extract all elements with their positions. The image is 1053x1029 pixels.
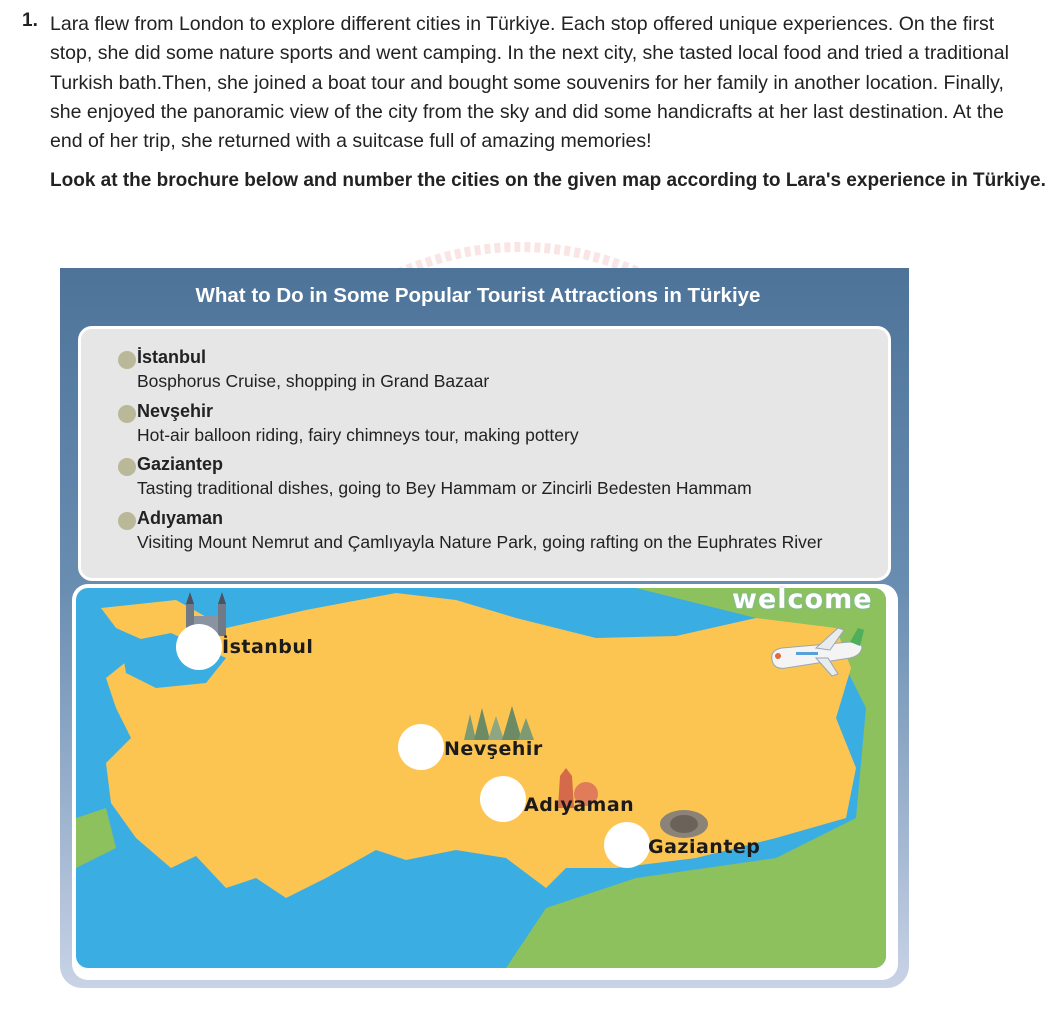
number-circle-istanbul[interactable] (176, 624, 222, 670)
number-circle-adiyaman[interactable] (480, 776, 526, 822)
city-activities: Hot-air balloon riding, fairy chimneys tour, making pottery (137, 425, 579, 445)
attractions-list (78, 326, 891, 581)
city-activities: Bosphorus Cruise, shopping in Grand Bazaar (137, 371, 490, 391)
turkiye-map (72, 584, 898, 980)
bullet-icon (118, 512, 136, 530)
city-activities: Tasting traditional dishes, going to Bey Hammam or Zincirli Bedesten Hammam (137, 478, 752, 498)
bullet-icon (118, 405, 136, 423)
fairy-chimneys-icon (462, 704, 536, 740)
city-name: İstanbul (137, 347, 207, 367)
map-label-gaziantep: Gaziantep (648, 836, 761, 858)
welcome-text: welcome (732, 584, 873, 615)
city-activities: Visiting Mount Nemrut and Çamlıyayla Nature Park, going rafting on the Euphrates River (137, 532, 823, 552)
brochure-title: What to Do in Some Popular Tourist Attractions in Türkiye (195, 284, 761, 307)
map-label-nevsehir: Nevşehir (444, 738, 543, 760)
question-text: Lara flew from London to explore different cities in Türkiye. Each stop offered unique experiences. On the first stop, she did some nature sports and went camping. In the next city, she tasted local food and tried a traditional Turkish bath.Then, she joined a boat tour and bought some souvenirs for her family in another location. Finally, she enjoyed the panoramic view of the city from the sky and did some handicrafts at her last destination. At the end of her trip, she returned with a suitcase full of amazing memories! (50, 13, 1009, 153)
map-label-istanbul: İstanbul (222, 636, 314, 658)
number-circle-gaziantep[interactable] (604, 822, 650, 868)
airplane-icon (766, 622, 866, 682)
bullet-icon (118, 458, 136, 476)
city-name: Adıyaman (137, 508, 224, 528)
city-name: Nevşehir (137, 401, 214, 421)
city-name: Gaziantep (137, 454, 224, 474)
map-label-adiyaman: Adıyaman (524, 794, 635, 816)
question-instruction: Look at the brochure below and number the cities on the given map according to Lara's experience in Türkiye. (50, 170, 1046, 191)
bullet-icon (118, 351, 136, 369)
brochure (60, 268, 909, 988)
number-circle-nevsehir[interactable] (398, 724, 444, 770)
question-number: 1. (22, 10, 38, 31)
